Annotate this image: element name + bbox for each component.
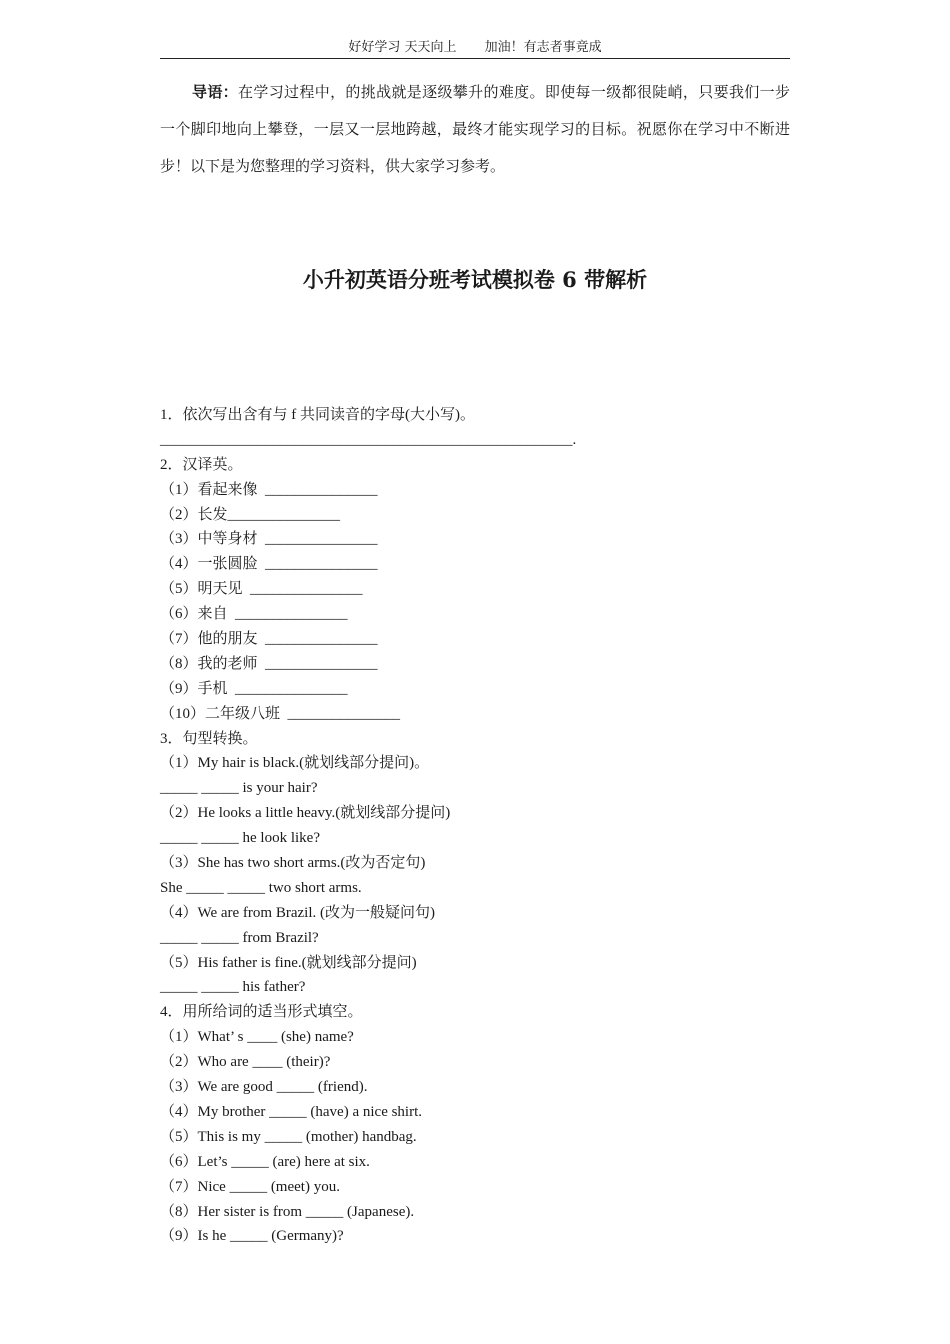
q2-item: （7）他的朋友 _______________ [160,631,378,648]
q4-item: （3）We are good _____ (friend). [160,1079,368,1096]
questions-section [160,403,800,1249]
q2-stem: 2．汉译英。 [160,456,243,473]
q2-item: （5）明天见 _______________ [160,581,363,598]
q3-item-answer: _____ _____ he look like? [160,830,320,847]
q3-item-question: （4）We are from Brazil. (改为一般疑问句) [160,904,435,921]
q2-item: （10）二年级八班 _______________ [160,705,401,722]
header-left-text: 好好学习 天天向上 [348,40,457,55]
q3-item-answer: _____ _____ his father? [160,979,306,996]
q4-item: （8）Her sister is from _____ (Japanese). [160,1203,415,1220]
q2-item: （1）看起来像 _______________ [160,481,378,498]
q1-answer-blank: _______________________________________________________. [160,431,577,448]
q3-item-answer: _____ _____ from Brazil? [160,929,319,946]
q3-item-answer: _____ _____ is your hair? [160,780,318,797]
intro-label: 导语： [192,83,239,101]
q4-item: （2）Who are ____ (their)? [160,1054,331,1071]
header-right-text: 加油！有志者事竟成 [484,40,602,55]
q4-item: （7）Nice _____ (meet) you. [160,1178,340,1195]
q3-item-question: （2）He looks a little heavy.(就划线部分提问) [160,805,451,822]
q3-item-question: （1）My hair is black.(就划线部分提问)。 [160,755,430,772]
q4-item: （6）Let’s _____ (are) here at six. [160,1153,370,1170]
q3-stem: 3．句型转换。 [160,730,258,747]
page-header [160,38,790,59]
q1-stem: 1．依次写出含有与 f 共同读音的字母(大小写)。 [160,407,475,423]
q2-item: （8）我的老师 _______________ [160,655,378,672]
intro-text: 在学习过程中，的挑战就是逐级攀升的难度。即使每一级都很陡峭，只要我们一步一个脚印地向上攀登，一层又一层地跨越，最终才能实现学习的目标。祝愿你在学习中不断进步！以下是为您整理的学习资料，供大家学习参考。 [160,83,790,175]
q4-stem: 4．用所给词的适当形式填空。 [160,1004,363,1021]
document-title: 小升初英语分班考试模拟卷 6 带解析 [302,267,648,292]
q2-item: （3）中等身材 _______________ [160,531,378,548]
q4-item: （1）What’ s ____ (she) name? [160,1029,354,1046]
q3-item-question: （5）His father is fine.(就划线部分提问) [160,954,417,971]
q4-item: （4）My brother _____ (have) a nice shirt. [160,1103,423,1120]
q2-item: （9）手机 _______________ [160,680,348,697]
q3-item-answer: She _____ _____ two short arms. [160,879,362,896]
q2-item: （2）长发_______________ [160,506,341,523]
q4-item: （9）Is he _____ (Germany)? [160,1228,344,1245]
intro-paragraph [160,74,790,185]
q4-item: （5）This is my _____ (mother) handbag. [160,1128,417,1145]
q2-item: （4）一张圆脸 _______________ [160,556,378,573]
q3-item-question: （3）She has two short arms.(改为否定句) [160,855,426,872]
q2-item: （6）来自 _______________ [160,606,348,623]
